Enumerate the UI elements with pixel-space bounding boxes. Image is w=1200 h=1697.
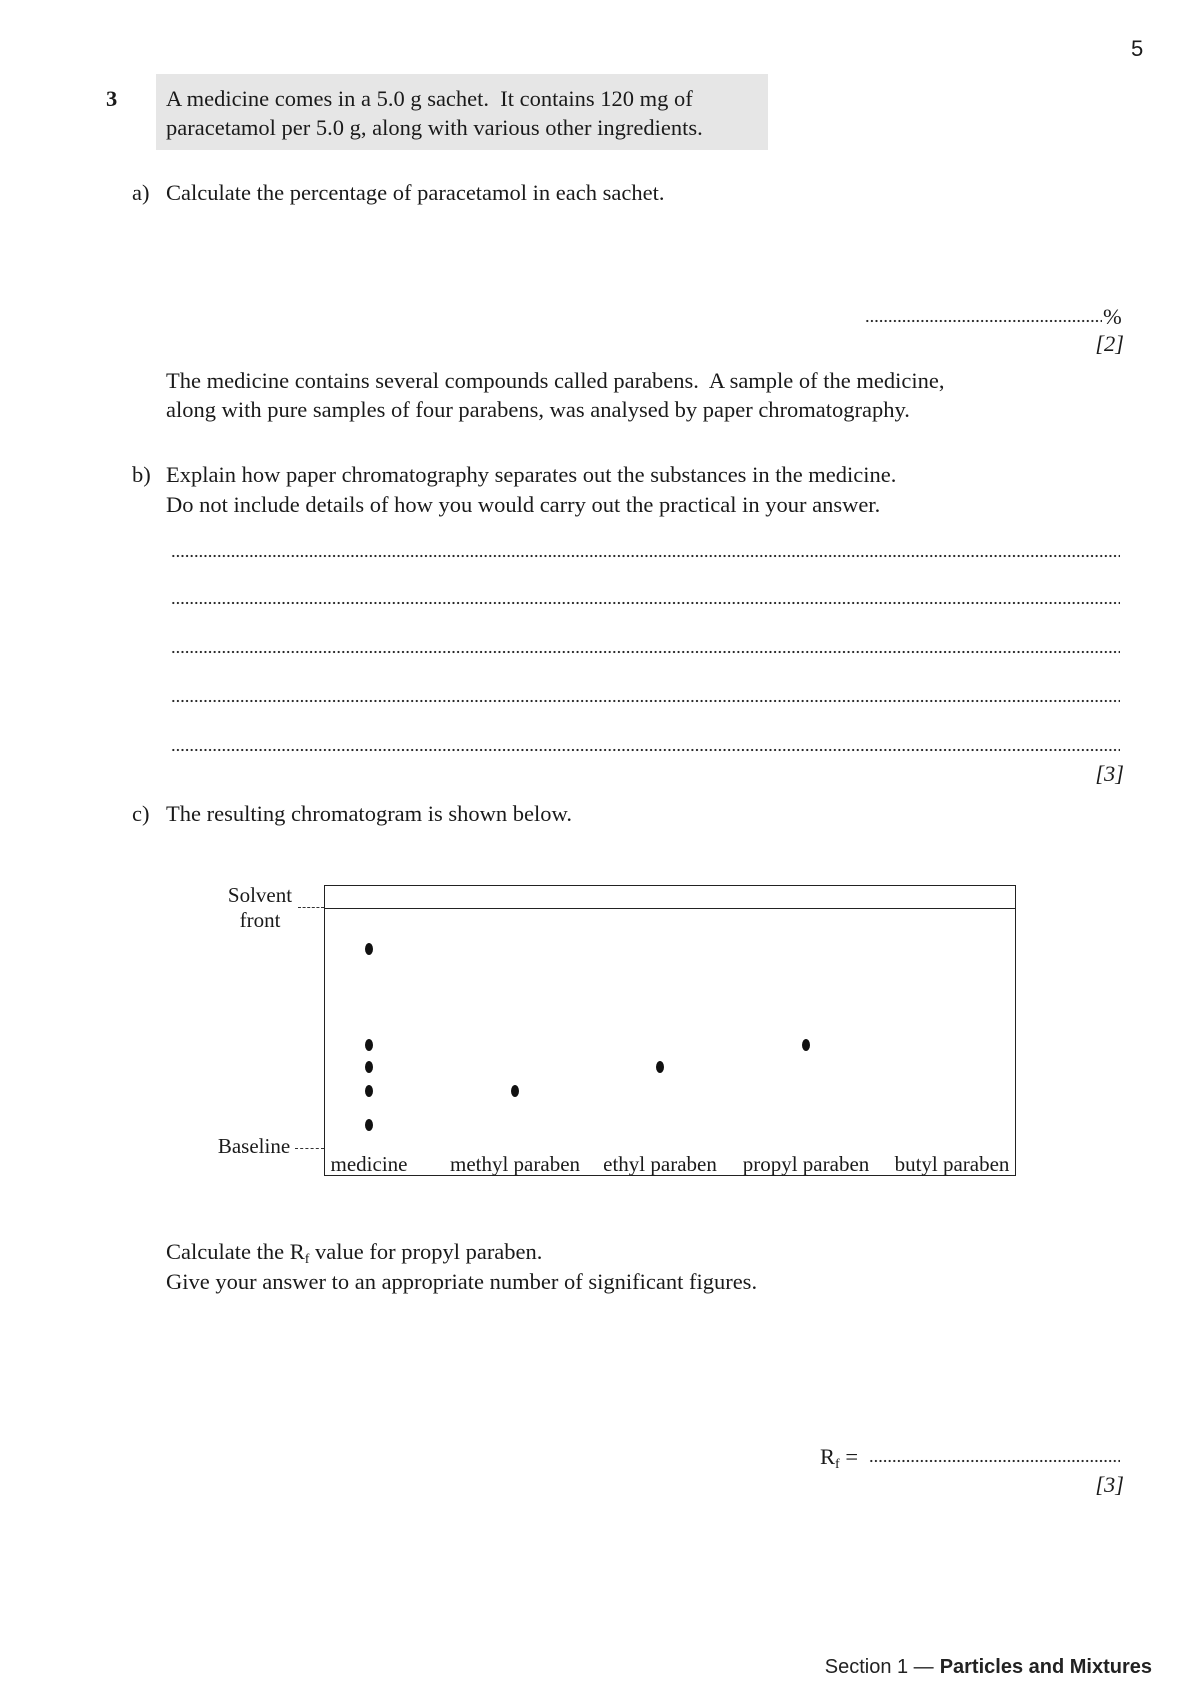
solvent-front-label-line-1: Solvent <box>227 883 293 907</box>
part-c-label: c) <box>132 801 150 826</box>
part-b-answer-line <box>171 748 1120 752</box>
question-intro-line-1: A medicine comes in a 5.0 g sachet. It contains 120 mg of <box>166 86 693 111</box>
part-a-answer-line <box>865 319 1102 323</box>
lane-label-propyl-paraben: propyl paraben <box>742 1152 870 1176</box>
question-intro-line-2: paracetamol per 5.0 g, along with various other ingredients. <box>166 115 703 140</box>
baseline-pointer <box>295 1148 324 1149</box>
part-c-task-text-before: Calculate the R <box>166 1239 305 1264</box>
part-b-label: b) <box>132 462 151 487</box>
part-b-answer-line <box>171 601 1120 605</box>
part-c-text: The resulting chromatogram is shown below. <box>166 801 572 826</box>
part-b-answer-line <box>171 699 1120 703</box>
spot-propyl-paraben <box>802 1039 810 1051</box>
baseline-label: Baseline <box>217 1134 291 1158</box>
chromatogram <box>324 885 1016 1176</box>
part-b-text-line-1: Explain how paper chromatography separates out the substances in the medicine. <box>166 462 897 487</box>
rf-answer-symbol: R <box>820 1444 836 1469</box>
context-line-1: The medicine contains several compounds called parabens. A sample of the medicine, <box>166 368 945 393</box>
solvent-front-label-line-2: front <box>239 908 281 932</box>
footer-section-number: Section 1 — <box>824 1656 934 1678</box>
spot-medicine <box>365 1039 373 1051</box>
lane-label-butyl-paraben: butyl paraben <box>894 1152 1010 1176</box>
part-c-task-text-after: value for propyl paraben. <box>309 1239 543 1264</box>
lane-label-medicine: medicine <box>330 1152 408 1176</box>
lane-label-ethyl-paraben: ethyl paraben <box>603 1152 717 1176</box>
solvent-front-line <box>325 908 1015 909</box>
spot-methyl-paraben <box>511 1085 519 1097</box>
question-number: 3 <box>106 86 118 111</box>
spot-medicine <box>365 1061 373 1073</box>
rf-answer-subscript: f <box>835 1457 840 1472</box>
solvent-front-pointer <box>298 907 324 908</box>
spot-ethyl-paraben <box>656 1061 664 1073</box>
part-b-text-line-2: Do not include details of how you would carry out the practical in your answer. <box>166 492 881 517</box>
part-b-answer-line <box>171 554 1120 558</box>
question-intro-box <box>156 74 768 150</box>
context-line-2: along with pure samples of four parabens, was analysed by paper chromatography. <box>166 397 910 422</box>
part-c-answer-line <box>869 1459 1120 1463</box>
part-a-marks: [2] <box>1095 331 1124 356</box>
part-c-marks: [3] <box>1095 1472 1124 1497</box>
part-b-marks: [3] <box>1095 761 1124 786</box>
lane-label-methyl-paraben: methyl paraben <box>449 1152 581 1176</box>
spot-medicine <box>365 943 373 955</box>
section-footer <box>825 1655 1152 1679</box>
rf-answer-label <box>820 1442 858 1471</box>
spot-medicine <box>365 1119 373 1131</box>
footer-section-title: Particles and Mixtures <box>939 1656 1152 1678</box>
rf-answer-equals: = <box>839 1444 859 1469</box>
part-a-label: a) <box>132 180 150 205</box>
part-b-answer-line <box>171 650 1120 654</box>
part-c-task-line-2: Give your answer to an appropriate number of significant figures. <box>166 1269 758 1294</box>
part-c-task-subscript: f <box>304 1252 310 1267</box>
part-a-text: Calculate the percentage of paracetamol in each sachet. <box>166 180 665 205</box>
part-a-answer-unit: % <box>1103 304 1122 329</box>
part-c-task-line-1 <box>166 1237 542 1266</box>
spot-medicine <box>365 1085 373 1097</box>
page-number: 5 <box>1131 36 1144 61</box>
